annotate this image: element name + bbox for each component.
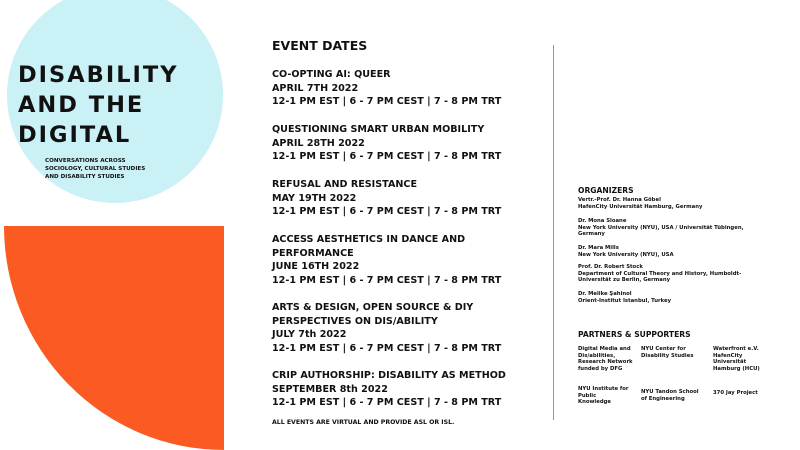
organizer-entry	[578, 291, 671, 304]
event-item	[272, 178, 501, 219]
event-date: MAY 19TH 2022	[272, 192, 357, 204]
event-item	[272, 68, 501, 109]
organizer-affiliation: Department of Cultural Theory and History, Humboldt-	[578, 270, 742, 277]
event-title: ARTS & DESIGN, OPEN SOURCE & DIY	[272, 302, 474, 313]
organizer-affiliation: New York University (NYU), USA / Universität Tübingen,	[578, 224, 744, 231]
partner-name: NYU Center for	[641, 346, 686, 352]
organizer-affiliation: HafenCity Universität Hamburg, Germany	[578, 203, 703, 210]
event-time: 12-1 PM EST | 6 - 7 PM CEST | 7 - 8 PM TRT	[272, 206, 502, 217]
partner-name: Research Network	[578, 359, 633, 366]
subtitle-line: CONVERSATIONS ACROSS	[45, 158, 126, 164]
main-title-line: DISABILITY	[18, 62, 179, 88]
partner-name: 370 Jay Project	[713, 390, 758, 396]
partner-name: Waterfront e.V.	[713, 346, 759, 352]
organizer-name: Vertr.-Prof. Dr. Hanna Göbel	[578, 197, 661, 203]
main-title-line: DIGITAL	[18, 122, 132, 148]
main-title	[18, 60, 179, 150]
partner-name: Dis/abilities,	[578, 352, 616, 359]
organizer-entry	[578, 197, 702, 210]
organizer-entry	[578, 245, 674, 258]
organizer-name: Dr. Melike Şahinol	[578, 291, 632, 297]
organizer-affiliation: Germany	[578, 231, 605, 238]
organizer-name: Prof. Dr. Robert Stock	[578, 264, 643, 270]
main-title-line: AND THE	[18, 92, 145, 118]
event-title: REFUSAL AND RESISTANCE	[272, 179, 418, 190]
organizer-affiliation: Universität zu Berlin, Germany	[578, 277, 671, 284]
partner-name: Public	[578, 392, 597, 399]
partner-name: HafenCity	[713, 352, 743, 359]
event-item	[272, 301, 501, 355]
event-date: APRIL 28TH 2022	[272, 137, 365, 149]
virtual-events-note: ALL EVENTS ARE VIRTUAL AND PROVIDE ASL OR ISL.	[272, 419, 455, 426]
event-item	[272, 233, 501, 287]
event-title: CRIP AUTHORSHIP: DISABILITY AS METHOD	[272, 370, 506, 381]
partner-entry	[713, 390, 758, 397]
event-item	[272, 369, 506, 410]
event-time: 12-1 PM EST | 6 - 7 PM CEST | 7 - 8 PM TRT	[272, 342, 502, 354]
event-item	[272, 123, 501, 164]
event-title: PERFORMANCE	[272, 247, 354, 259]
subtitle-line: SOCIOLOGY, CULTURAL STUDIES	[45, 166, 146, 172]
organizer-affiliation: Orient-Institut Istanbul, Turkey	[578, 297, 672, 304]
event-date: SEPTEMBER 8th 2022	[272, 383, 388, 395]
partner-name: of Engineering	[641, 395, 685, 402]
partner-entry	[641, 389, 699, 402]
partner-name: funded by DFG	[578, 366, 623, 373]
event-time: 12-1 PM EST | 6 - 7 PM CEST | 7 - 8 PM TRT	[272, 151, 502, 162]
event-time: 12-1 PM EST | 6 - 7 PM CEST | 7 - 8 PM TRT	[272, 96, 502, 107]
partner-entry	[641, 346, 693, 359]
organizer-entry	[578, 218, 744, 238]
decorative-quarter-circle	[4, 226, 224, 450]
organizer-name: Dr. Mona Sloane	[578, 218, 627, 224]
vertical-divider	[553, 45, 554, 420]
subtitle	[45, 157, 145, 181]
organizer-entry	[578, 264, 741, 284]
organizer-affiliation: New York University (NYU), USA	[578, 251, 674, 258]
partner-name: Knowledge	[578, 399, 611, 406]
partner-name: NYU Tandon School	[641, 389, 699, 395]
event-date: JULY 7th 2022	[272, 329, 347, 340]
event-title: ACCESS AESTHETICS IN DANCE AND	[272, 234, 466, 245]
partners-heading: PARTNERS & SUPPORTERS	[578, 330, 691, 339]
event-time: 12-1 PM EST | 6 - 7 PM CEST | 7 - 8 PM TRT	[272, 274, 502, 286]
partner-name: Hamburg (HCU)	[713, 366, 760, 373]
event-title: QUESTIONING SMART URBAN MOBILITY	[272, 124, 485, 135]
event-title: PERSPECTIVES ON DIS/ABILITY	[272, 315, 438, 327]
partner-entry	[713, 346, 760, 373]
event-date: APRIL 7TH 2022	[272, 82, 359, 94]
organizer-name: Dr. Mara Mills	[578, 245, 619, 251]
event-time: 12-1 PM EST | 6 - 7 PM CEST | 7 - 8 PM TRT	[272, 397, 502, 408]
partner-name: Digital Media and	[578, 346, 631, 352]
event-dates-heading: EVENT DATES	[272, 38, 368, 53]
partner-entry	[578, 386, 628, 406]
partner-name: NYU Institute for	[578, 386, 629, 392]
organizers-heading: ORGANIZERS	[578, 186, 634, 195]
partner-name: Universität	[713, 359, 747, 366]
subtitle-line: AND DISABILITY STUDIES	[45, 174, 125, 180]
partner-name: Disability Studies	[641, 352, 694, 359]
event-title: CO-OPTING AI: QUEER	[272, 69, 391, 80]
event-date: JUNE 16TH 2022	[272, 261, 360, 272]
partner-entry	[578, 346, 633, 373]
